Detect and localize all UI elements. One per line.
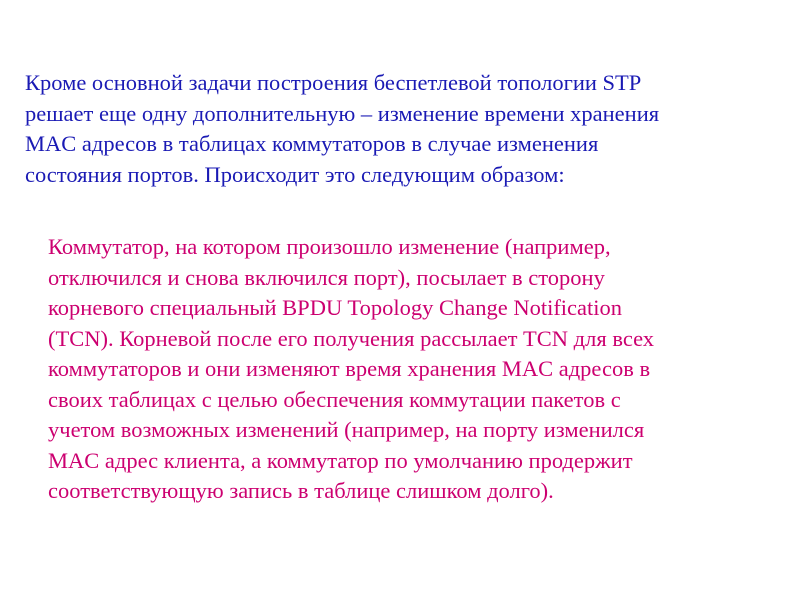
detail-paragraph bbox=[48, 232, 783, 507]
detail-line: своих таблицах с целью обеспечения коммутации пакетов с bbox=[48, 386, 621, 412]
detail-line: MAC адрес клиента, а коммутатор по умолчанию продержит bbox=[48, 447, 633, 473]
detail-line: (TCN). Корневой после его получения рассылает TCN для всех bbox=[48, 325, 655, 351]
detail-line: учетом возможных изменений (например, на порту изменился bbox=[48, 417, 645, 442]
detail-line: корневого специальный BPDU Topology Change Notification bbox=[48, 295, 623, 320]
intro-line: MAC адресов в таблицах коммутаторов в случае изменения bbox=[25, 131, 599, 156]
intro-paragraph bbox=[25, 68, 785, 190]
intro-line: Кроме основной задачи построения беспетлевой топологии STP bbox=[25, 70, 642, 95]
intro-line: состояния портов. Происходит это следующим образом: bbox=[25, 161, 565, 187]
detail-line: отключился и снова включился порт), посылает в сторону bbox=[48, 264, 605, 290]
detail-line: соответствующую запись в таблице слишком долго). bbox=[48, 478, 554, 503]
detail-line: Коммутатор, на котором произошло изменение (например, bbox=[48, 234, 611, 259]
detail-line: коммутаторов и они изменяют время хранения MAC адресов в bbox=[48, 356, 651, 381]
intro-line: решает еще одну дополнительную – изменение времени хранения bbox=[25, 100, 660, 126]
